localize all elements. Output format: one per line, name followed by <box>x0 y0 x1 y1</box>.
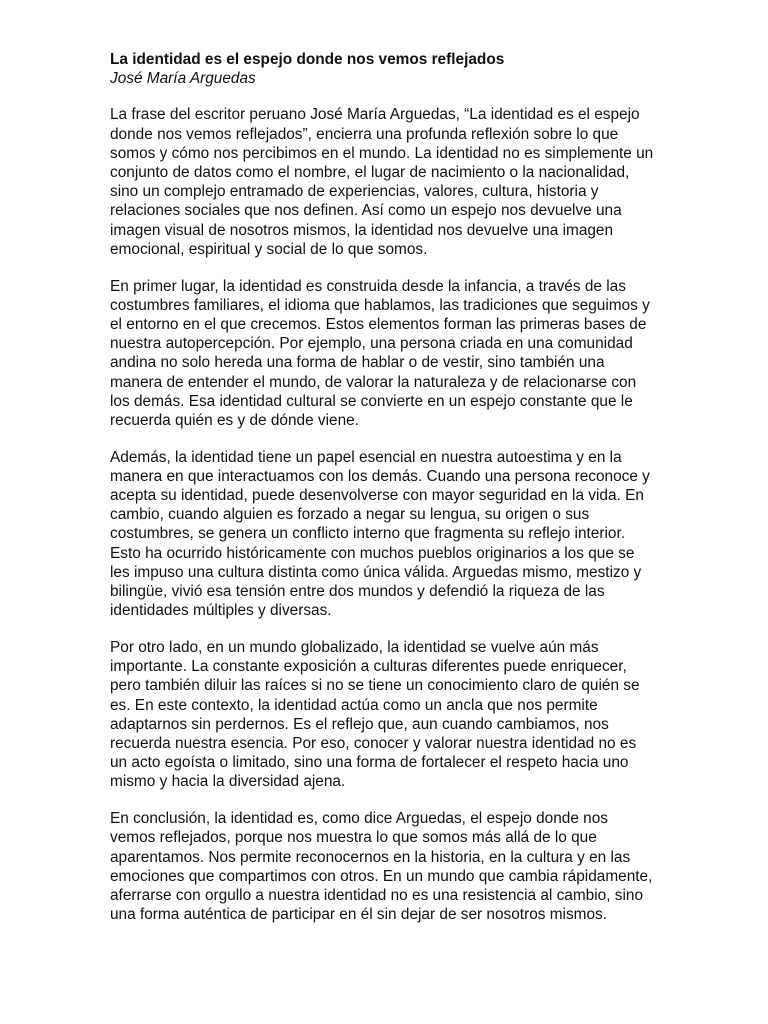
text-line: adaptarnos sin perdernos. Es el reflejo que, aun cuando cambiamos, nos <box>110 715 609 733</box>
text-line: costumbres familiares, el idioma que hablamos, las tradiciones que seguimos y <box>110 296 650 314</box>
body-paragraph <box>110 277 658 431</box>
text-line: sino un complejo entramado de experiencias, valores, cultura, historia y <box>110 183 599 201</box>
text-line: costumbres, se genera un conflicto interno que fragmenta su reflejo interior. <box>110 525 626 543</box>
document-title: La identidad es el espejo donde nos vemos reflejados <box>110 51 505 68</box>
text-line: mismo y hacia la diversidad ajena. <box>110 773 346 791</box>
text-line: bilingüe, vivió esa tensión entre dos mundos y defendió la riqueza de las <box>110 583 605 601</box>
body-paragraph <box>110 809 658 924</box>
body-paragraph <box>110 448 658 621</box>
text-line: importante. La constante exposición a culturas diferentes puede enriquecer, <box>110 658 627 676</box>
text-line: les impuso una cultura distinta como única válida. Arguedas mismo, mestizo y <box>110 563 642 581</box>
document-content <box>110 50 658 942</box>
text-line: acepta su identidad, puede desenvolverse con mayor seguridad en la vida. En <box>110 487 644 505</box>
text-line: vemos reflejados, porque nos muestra lo que somos más allá de lo que <box>110 829 597 847</box>
text-line: relaciones sociales que nos definen. Así como un espejo nos devuelve una <box>110 202 622 220</box>
text-line: andina no solo hereda una forma de hablar o de vestir, sino también una <box>110 354 605 372</box>
document-body <box>110 105 658 924</box>
text-line: identidades múltiples y diversas. <box>110 602 332 620</box>
text-line: imagen visual de nosotros mismos, la identidad nos devuelve una imagen <box>110 221 614 239</box>
text-line: pero también diluir las raíces si no se tiene un conocimiento claro de quién se <box>110 677 640 695</box>
text-line: En primer lugar, la identidad es construida desde la infancia, a través de las <box>110 277 626 295</box>
document-author: José María Arguedas <box>110 70 256 88</box>
text-line: emociones que compartimos con otros. En un mundo que cambia rápidamente, <box>110 867 653 885</box>
text-line: Por otro lado, en un mundo globalizado, la identidad se vuelve aún más <box>110 638 599 656</box>
text-line: el entorno en el que crecemos. Estos elementos forman las primeras bases de <box>110 315 647 333</box>
text-line: En conclusión, la identidad es, como dice Arguedas, el espejo donde nos <box>110 810 608 828</box>
text-line: somos y cómo nos percibimos en el mundo. La identidad no es simplemente un <box>110 144 654 162</box>
text-line: manera en que interactuamos con los demás. Cuando una persona reconoce y <box>110 467 650 485</box>
text-line: aferrarse con orgullo a nuestra identidad no es una resistencia al cambio, sino <box>110 886 643 904</box>
text-line: Esto ha ocurrido históricamente con muchos pueblos originarios a los que se <box>110 544 635 562</box>
text-line: Además, la identidad tiene un papel esencial en nuestra autoestima y en la <box>110 448 622 466</box>
text-line: una forma auténtica de participar en él sin dejar de ser nosotros mismos. <box>110 906 608 924</box>
text-line: cambio, cuando alguien es forzado a negar su lengua, su origen o sus <box>110 506 590 524</box>
text-line: los demás. Esa identidad cultural se convierte en un espejo constante que le <box>110 392 633 410</box>
text-line: un acto egoísta o limitado, sino una forma de fortalecer el respeto hacia uno <box>110 754 629 772</box>
text-line: donde nos vemos reflejados”, encierra una profunda reflexión sobre lo que <box>110 125 619 143</box>
body-paragraph <box>110 638 658 792</box>
text-line: conjunto de datos como el nombre, el lugar de nacimiento o la nacionalidad, <box>110 164 630 182</box>
text-line: es. En este contexto, la identidad actúa como un ancla que nos permite <box>110 696 598 714</box>
text-line: emocional, espiritual y social de lo que somos. <box>110 240 428 258</box>
text-line: manera de entender el mundo, de valorar la naturaleza y de relacionarse con <box>110 373 637 391</box>
text-line: recuerda nuestra esencia. Por eso, conocer y valorar nuestra identidad no es <box>110 735 637 752</box>
text-line: aparentamos. Nos permite reconocernos en la historia, en la cultura y en las <box>110 848 631 866</box>
text-line: recuerda quién es y de dónde viene. <box>110 411 359 429</box>
text-line: nuestra autopercepción. Por ejemplo, una persona criada en una comunidad <box>110 335 633 353</box>
text-line: La frase del escritor peruano José María Arguedas, “La identidad es el espejo <box>110 106 640 124</box>
body-paragraph <box>110 105 658 259</box>
